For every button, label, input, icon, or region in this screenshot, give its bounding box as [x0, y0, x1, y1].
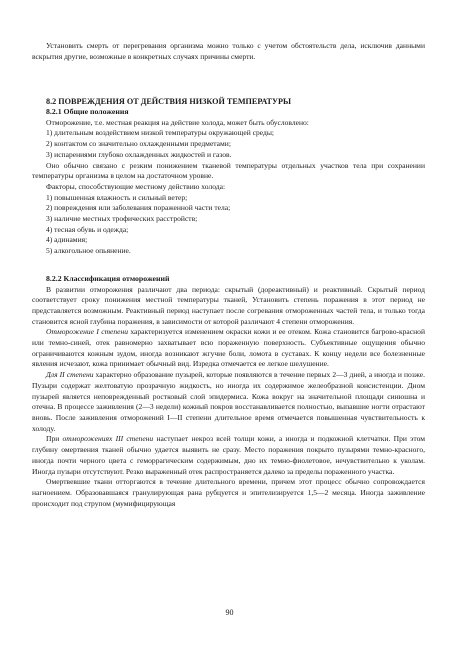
general-paragraph: Оно обычно связано с резким понижением тканевой температуры отдельных участков тела при сохранении температуры организма в целом на достаточном уровне. — [32, 160, 425, 181]
factor-item: 2) повреждения или заболевания пораженной части тела; — [46, 203, 231, 213]
top-paragraph: Установить смерть от перегревания организма можно только с учетом обстоятельств дела, исключив данными вскрытия другие, возможные в конкретных случаях причины смерти. — [32, 41, 425, 61]
factor-item: 4) тесная обувь и одежда; — [46, 224, 129, 234]
cause-item: 1) длительным воздействием низкой температуры окружающей среды; — [46, 128, 275, 138]
cause-item: 3) испарениями глубоко охлажденных жидкостей и газов. — [46, 149, 232, 159]
factor-item: 1) повышенная влажность и сильный ветер; — [46, 192, 188, 202]
degree-3-text: наступает некроз всей толщи кожи, а иногда и подкожной клетчатки. При этом глубину омертвения тканей обычно удается выявить не сразу. Место поражения покрыто пузырями темно-красного, иногда почти черного цвета с геморрагическим содержимым, дно их темно-фиолетовое, нечувствительно к уколам. Иногда пузыри отсутствуют. Резко выраженный отек распространяется далеко за пределы пораженного участка. — [32, 434, 426, 476]
section-title: 8.2 ПОВРЕЖДЕНИЯ ОТ ДЕЙСТВИЯ НИЗКОЙ ТЕМПЕРАТУРЫ — [46, 97, 292, 106]
final-paragraph: Омертвевшие ткани отторгаются в течение длительного времени, причем этот процесс обычно сопровождается нагноением. Образовавшаяся гранулирующая рана рубцуется и эпителизируется 1,5—2 месяца. Иногда заживление происходит под струпом (мумифицирующая — [32, 477, 425, 508]
degree-2-paragraph — [32, 370, 425, 434]
subsection-title-general: 8.2.1 Общие положения — [46, 107, 129, 116]
degree-1-paragraph — [32, 327, 425, 370]
factor-item: 5) алкогольное опьянение. — [46, 246, 131, 256]
general-intro: Отморожение, т.е. местная реакция на действие холода, может быть обусловлено: — [46, 117, 309, 127]
page-number: 90 — [225, 608, 234, 617]
subsection-title-classification: 8.2.2 Классификация отморожений — [46, 273, 170, 283]
degree-2-label: Для II степени — [46, 370, 94, 380]
degree-3-label: отморожениях III степени — [62, 434, 154, 444]
degree-3-paragraph — [32, 434, 425, 477]
degree-2-text: характерно образование пузырей, которые появляются в течение первых 2—3 дней, а иногда и позже. Пузыри содержат желтоватую прозрачную жидкость, но иногда их содержимое желеобразной консистенции. Дном пузырей является неповрежденный ростковый слой эпидермиса. Кожа вокруг на значительной площади синюшна и отечна. В процессе заживления (2—3 недели) кожный покров восстанавливается полностью, выпавшие ногти отрастают вновь. После заживления отморожений I—II степени длительное время отмечается повышенная чувствительность к холоду. — [32, 370, 425, 433]
factors-intro: Факторы, способствующие местному действию холода: — [46, 181, 226, 191]
section-8-2 — [32, 96, 425, 509]
factor-item: 3) наличие местных трофических расстройств; — [46, 214, 198, 224]
cause-item: 2) контактом со значительно охлажденными предметами; — [46, 139, 231, 149]
degree-3-prefix: При — [46, 434, 63, 444]
degree-1-label: Отморожение I степени — [46, 327, 129, 337]
factor-item: 4) адинамия; — [46, 235, 88, 245]
top-text-block — [32, 41, 425, 62]
degree-1-text: характеризуется изменением окраски кожи и ее отеком. Кожа становится багрово-красной или темно-синей, отек равномерно захватывает всю пораженную поверхность. Субъективные ощущения обычно ограничиваются кожным зудом, иногда возникают жгучие боли, ломота в суставах. К концу недели все болезненные явления исчезают, кожа принимает обычный вид. Изредка отмечается ее легкое шелушение. — [32, 327, 425, 369]
classification-paragraph: В развитии отморожения различают два периода: скрытый (дореактивный) и реактивный. Скрытый период соответствует сроку понижения местной температуры тканей, Установить степень поражения в этот период не представляется возможным. Реактивный период наступает после согревания отмороженных частей тела, и только тогда становится ясной глубина поражения, в зависимости от которой различают 4 степени отморожения. — [32, 284, 425, 326]
